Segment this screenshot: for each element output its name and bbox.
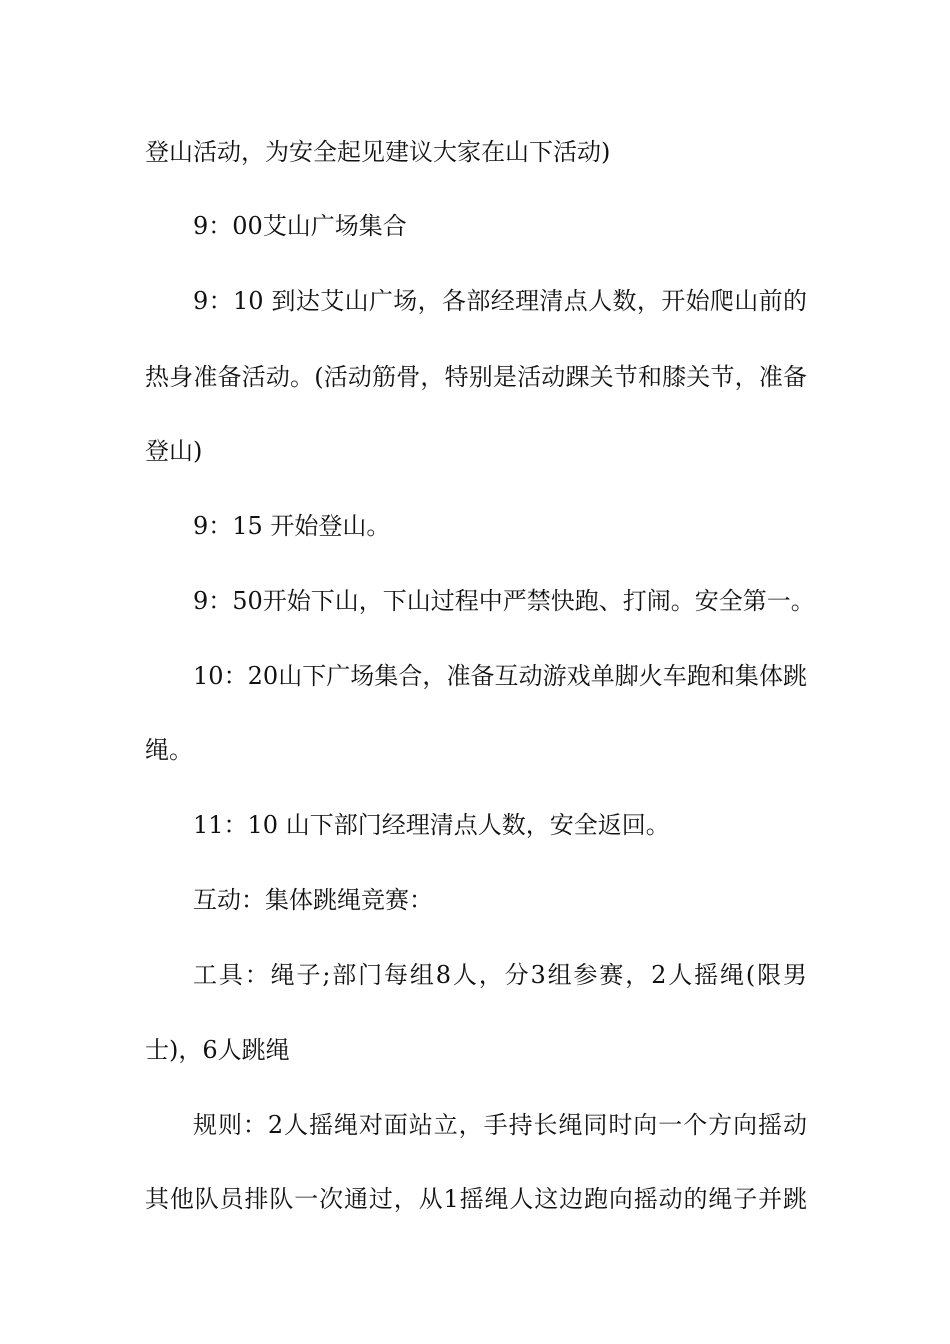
paragraph-line: 绳。 — [145, 736, 193, 764]
paragraph-line: 登山) — [145, 437, 203, 465]
paragraph-line: 9：50开始下山，下山过程中严禁快跑、打闹。安全第一。 — [193, 587, 815, 615]
paragraph-line: 9：15 开始登山。 — [193, 512, 391, 540]
paragraph-line: 规则：2人摇绳对面站立，手持长绳同时向一个方向摇动 — [193, 1111, 807, 1139]
paragraph-line: 9：00艾山广场集合 — [193, 212, 407, 240]
paragraph-line: 士)，6人跳绳 — [145, 1036, 290, 1064]
paragraph-line: 热身准备活动。(活动筋骨，特别是活动踝关节和膝关节，准备 — [145, 363, 807, 391]
paragraph-line: 其他队员排队一次通过，从1摇绳人这边跑向摇动的绳子并跳 — [145, 1185, 807, 1213]
paragraph-line: 互动：集体跳绳竞赛： — [193, 886, 433, 914]
paragraph-line: 9：10 到达艾山广场，各部经理清点人数，开始爬山前的 — [193, 287, 807, 315]
paragraph-line: 登山活动，为安全起见建议大家在山下活动) — [145, 138, 611, 166]
paragraph-line: 11：10 山下部门经理清点人数，安全返回。 — [193, 811, 670, 839]
paragraph-line: 10：20山下广场集合，准备互动游戏单脚火车跑和集体跳 — [193, 662, 807, 690]
paragraph-line: 工具：绳子;部门每组8人，分3组参赛，2人摇绳(限男 — [193, 961, 807, 989]
